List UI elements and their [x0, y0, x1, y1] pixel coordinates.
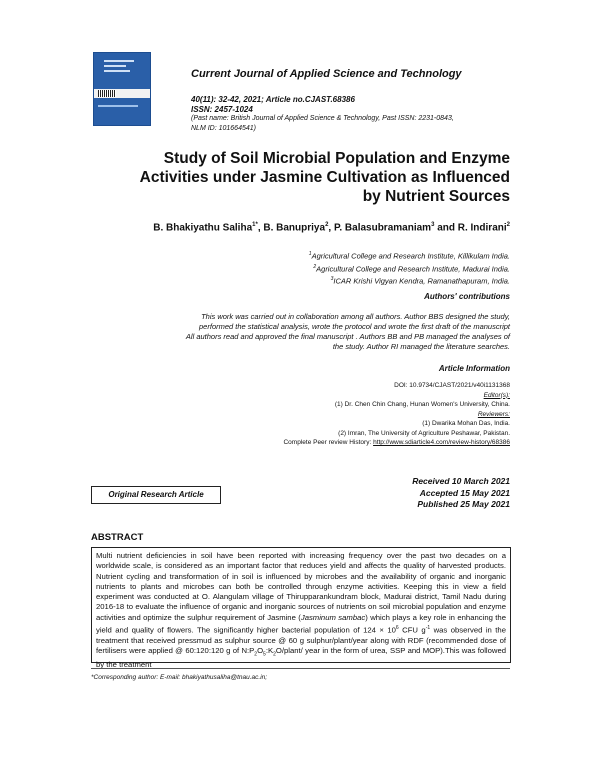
article-info	[200, 381, 510, 448]
peer-review-link[interactable]: http://www.sdiarticle4.com/review-history/68386	[373, 439, 510, 446]
journal-cover-thumbnail	[93, 52, 151, 126]
author: P. Balasubramaniam	[333, 222, 432, 234]
article-info-heading: Article Information	[438, 364, 510, 373]
published-date: Published 25 May 2021	[417, 499, 510, 509]
editor-label: Editor(s):	[483, 391, 510, 399]
issn: ISSN: 2457-1024	[191, 104, 253, 114]
author: B. Bhakiyathu Saliha	[153, 222, 253, 234]
journal-name: Current Journal of Applied Science and Technology	[191, 68, 462, 80]
affiliation: $^2$Agricultural College and Research Institute, Madurai India.	[313, 263, 510, 273]
abstract-heading: ABSTRACT	[91, 532, 144, 543]
author-list: B. Bhakiyathu Saliha$^{1*}$, B. Banupriya$^2$, P. Balasubramaniam$^3$ and R. Indirani$^2$	[153, 222, 510, 234]
affiliations	[200, 249, 510, 287]
received-date: Received 10 March 2021	[412, 476, 510, 486]
editor: (1) Dr. Chen Chin Chang, Hunan Women's University, China.	[334, 401, 510, 408]
article-title: Study of Soil Microbial Population and Enzyme Activities under Jasmine Cultivation as Influenced by Nutrient Sources	[139, 150, 510, 205]
citation: 40(11): 32-42, 2021; Article no.CJAST.68386	[191, 95, 355, 104]
contributions-heading: Authors' contributions	[424, 292, 510, 301]
reviewer: (2) Imran, The University of Agriculture Peshawar, Pakistan.	[338, 429, 510, 437]
article-type-badge: Original Research Article	[91, 486, 221, 504]
reviewers-label: Reviewers:	[477, 410, 510, 418]
peer-review-history: Complete Peer review History: http://www.sdiarticle4.com/review-history/68386	[283, 439, 510, 446]
footnote-divider	[91, 668, 510, 669]
affiliation: $^1$Agricultural College and Research Institute, Killikulam India.	[308, 251, 510, 261]
past-name: (Past name: British Journal of Applied Science & Technology, Past ISSN: 2231-0843,	[191, 115, 454, 122]
doi: DOI: 10.9734/CJAST/2021/v40i1131368	[394, 382, 510, 389]
contributions-text: This work was carried out in collaboration among all authors. Author BBS designed the study, performed the statistical analysis, wrote the protocol and wrote the first draft of the manuscript All authors read and approved the final manuscript . Authors BB and PB managed the analyses of the study. Author RI managed the literature searches.	[185, 312, 510, 351]
author: R. Indirani	[457, 222, 507, 234]
accepted-date: Accepted 15 May 2021	[419, 487, 510, 498]
abstract-text: Multi nutrient deficiencies in soil have been reported with increasing frequency over the past two decades on a worldwide scale, is considered as an important factor that reduces yield and affects the quality of harvested products. Nutrient cycling and transformation of in soil is influenced by microbes and the availability of organic and inorganic nutrients to plants and microbes can both be controlled through enzyme activities. Keeping this in view a field experiment was conducted at O. Alangulam village of Thirupparankundram block, Madurai district, Tamil Nadu during 2016-18 to evaluate the influence of organic and inorganic sources of nutrients on soil microbial population and enzyme activities and optimize the sulphur requirement of Jasmine (Jasminum sambac) which plays a key role in enhancing the yield and quality of flowers. The significantly higher bacterial population of $124 \times 10^6$ CFU $g^{-1}$ was observed in the treatment that received pressmud as sulphur source @ 60 g sulphur/plant/year along with RDF (recommended dose of fertilisers were applied @ 60:120:120 g of $N:P_2O_5:K_2O/plant/$ year in the form of urea, SSP and MOP).This was followed by the treatment	[91, 547, 511, 663]
barcode-icon	[98, 90, 116, 97]
publication-dates	[340, 476, 510, 511]
corresponding-author: *Corresponding author: E-mail: bhakiyathusaliha@tnau.ac.in;	[91, 674, 268, 681]
journal-meta	[191, 95, 454, 133]
author: B. Banupriya	[263, 222, 326, 234]
affiliation: $^3$ICAR Krishi Vigyan Kendra, Ramanathapuram, India.	[330, 276, 510, 286]
nlm-id: NLM ID: 101664541)	[191, 124, 256, 132]
reviewer: (1) Dwarika Mohan Das, India.	[422, 420, 510, 427]
